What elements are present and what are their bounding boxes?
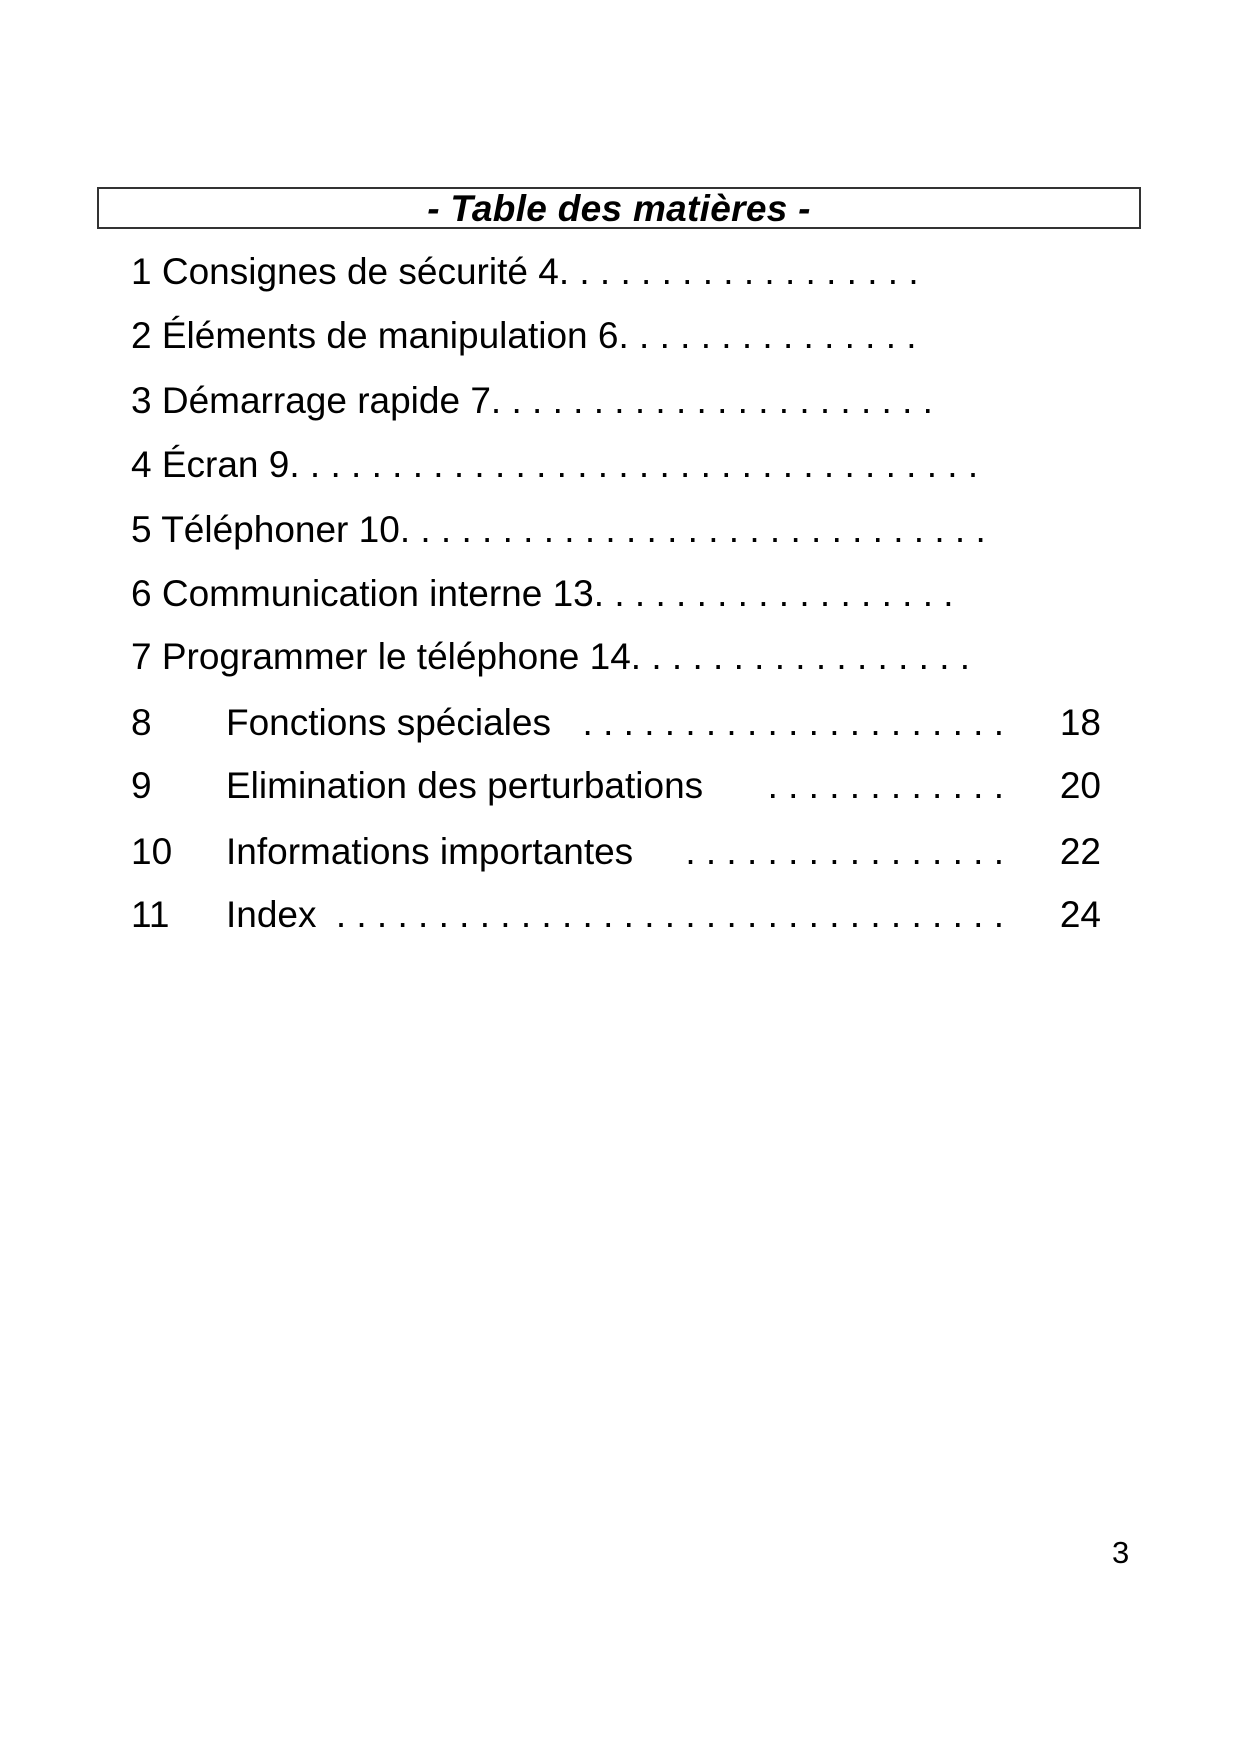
toc-entry-text: 2 Éléments de manipulation 6 (131, 315, 619, 356)
toc-entry-page: 24 (1059, 894, 1101, 935)
toc-entry[interactable] (131, 250, 919, 294)
toc-entry-text: 5 Téléphoner 10 (131, 509, 400, 550)
toc-entry-leader: . . . . . . . . . . . . . . . . . . (558, 251, 919, 292)
toc-entry-leader: . . . . . . . . . . . . . . . (618, 315, 917, 356)
toc-entry[interactable] (131, 635, 970, 679)
toc-entry-number: 9 (131, 765, 152, 806)
toc-entry-text: 4 Écran 9 (131, 444, 290, 485)
toc-title-box (97, 187, 1141, 229)
toc-entry-leader: . . . . . . . . . . . . . . . . . . . . . . . . . . . . . . . . . (335, 894, 1004, 935)
toc-entry-text: 1 Consignes de sécurité 4 (131, 251, 559, 292)
toc-entry-leader: . . . . . . . . . . . . . . . . (685, 831, 1004, 872)
toc-entry[interactable] (131, 508, 986, 552)
toc-entry[interactable] (131, 764, 1101, 808)
toc-entry-page: 20 (1059, 765, 1101, 806)
toc-title: - Table des matières - (427, 187, 811, 229)
toc-entry-leader: . . . . . . . . . . . . . . . . . . . . . (582, 702, 1004, 743)
toc-entry-number: 11 (131, 894, 170, 935)
toc-entry[interactable] (131, 572, 954, 616)
toc-entry-text: 7 Programmer le téléphone 14 (131, 636, 631, 677)
toc-entry-leader: . . . . . . . . . . . . (767, 765, 1004, 806)
toc-entry-leader: . . . . . . . . . . . . . . . . . . . . . . . . . . . . . . . . . . (289, 444, 979, 485)
toc-entry-label: Fonctions spéciales (226, 702, 551, 743)
toc-entry-leader: . . . . . . . . . . . . . . . . . (630, 636, 971, 677)
toc-entry-label: Informations importantes (226, 831, 634, 872)
toc-entry-label: Elimination des perturbations (226, 765, 704, 806)
toc-entry-number: 8 (131, 702, 152, 743)
toc-entry[interactable] (131, 379, 933, 423)
toc-entry-leader: . . . . . . . . . . . . . . . . . . . . . . . . . . . . . (399, 509, 986, 550)
toc-entry[interactable] (131, 314, 917, 358)
toc-entry-text: 3 Démarrage rapide 7 (131, 380, 491, 421)
toc-entry-leader: . . . . . . . . . . . . . . . . . . (593, 573, 954, 614)
toc-entry-page: 22 (1059, 831, 1101, 872)
toc-entry[interactable] (131, 893, 1101, 937)
toc-entry-label: Index (226, 894, 317, 935)
toc-entry[interactable] (131, 701, 1101, 745)
toc-entry-number: 10 (131, 831, 173, 872)
toc-entry[interactable] (131, 830, 1101, 874)
toc-entry-page: 18 (1059, 702, 1101, 743)
toc-entry-text: 6 Communication interne 13 (131, 573, 594, 614)
page-number: 3 (1112, 1535, 1130, 1570)
toc-entry-leader: . . . . . . . . . . . . . . . . . . . . . . (490, 380, 933, 421)
toc-entry[interactable] (131, 443, 978, 487)
